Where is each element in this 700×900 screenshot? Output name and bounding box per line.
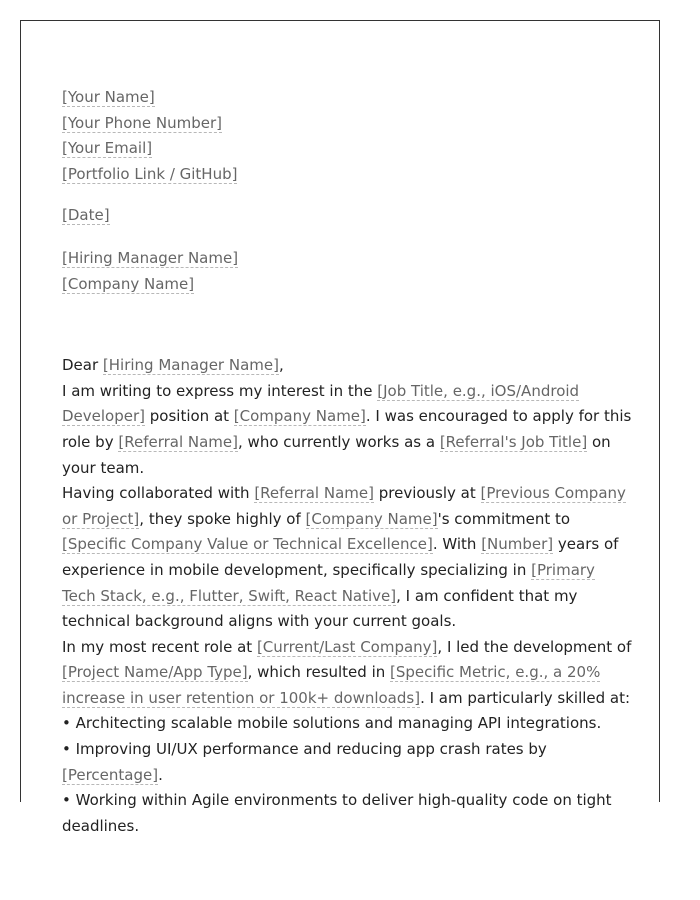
years-number-placeholder[interactable]: [Number] [481, 535, 554, 554]
sender-name-line [62, 85, 632, 111]
date-line [62, 203, 632, 229]
paragraph-experience: In my most recent role at [Current/Last Company], I led the development of [Project Name/App Type], which resulted in [Specific Metric, e.g., a 20% increase in user retention or 100k+ downloads]. I am particularly skilled at: [62, 637, 632, 707]
recipient-block [62, 246, 632, 297]
sender-email-placeholder[interactable]: [Your Email] [62, 139, 153, 158]
salutation: Dear [Hiring Manager Name], [62, 356, 284, 375]
bullet-item-2: • Improving UI/UX performance and reducing app crash rates by [Percentage]. [62, 740, 547, 784]
sender-phone-placeholder[interactable]: [Your Phone Number] [62, 113, 222, 132]
sender-email-line [62, 136, 632, 162]
previous-company-placeholder[interactable]: [Previous Company or Project] [62, 484, 626, 528]
referral-name-placeholder[interactable]: [Referral Name] [118, 432, 239, 451]
sender-phone-line [62, 111, 632, 137]
company-name-placeholder[interactable]: [Company Name] [233, 407, 366, 426]
paragraph-intro: I am writing to express my interest in the [Job Title, e.g., iOS/Android Developer] position at [Company Name]. I was encouraged to apply for this role by [Referral Name], who currently works as a [Referral's Job Title] on your team. [62, 381, 632, 477]
paragraph-referral: Having collaborated with [Referral Name] previously at [Previous Company or Project], they spoke highly of [Company Name]'s commitment to [Specific Company Value or Technical Excellence]. With [Number] years of experience in mobile development, specifically specializing in [Primary Tech Stack, e.g., Flutter, Swift, React Native], I am confident that my technical background aligns with your current goals. [62, 484, 626, 631]
recipient-manager-placeholder[interactable]: [Hiring Manager Name] [62, 248, 239, 267]
tech-stack-placeholder[interactable]: [Primary Tech Stack, e.g., Flutter, Swift, React Native] [62, 560, 595, 605]
sender-portfolio-line [62, 162, 632, 188]
letter-page [20, 20, 660, 835]
sender-name-placeholder[interactable]: [Your Name] [62, 88, 155, 106]
referral-job-placeholder[interactable]: [Referral's Job Title] [439, 432, 588, 451]
job-title-placeholder[interactable]: [Job Title, e.g., iOS/Android Developer] [62, 381, 580, 426]
referral-name-placeholder-2[interactable]: [Referral Name] [254, 484, 374, 503]
company-name-placeholder-2[interactable]: [Company Name] [305, 509, 438, 528]
bullet-item-3: • Working within Agile environments to deliver high-quality code on tight deadlines. [62, 791, 612, 835]
letter-content [62, 85, 632, 839]
letter-body [62, 353, 632, 839]
sender-portfolio-placeholder[interactable]: [Portfolio Link / GitHub] [62, 164, 238, 183]
recipient-manager-line [62, 246, 632, 272]
last-company-placeholder[interactable]: [Current/Last Company] [256, 637, 438, 656]
bullet-item-1: • Architecting scalable mobile solutions and managing API integrations. [62, 714, 602, 733]
date-placeholder[interactable]: [Date] [62, 206, 110, 225]
sender-block [62, 85, 632, 187]
salutation-name-placeholder[interactable]: [Hiring Manager Name] [102, 356, 279, 375]
recipient-company-placeholder[interactable]: [Company Name] [62, 274, 195, 293]
company-value-placeholder[interactable]: [Specific Company Value or Technical Excellence] [62, 535, 433, 554]
percentage-placeholder[interactable]: [Percentage] [62, 765, 159, 784]
project-placeholder[interactable]: [Project Name/App Type] [62, 663, 248, 682]
recipient-company-line [62, 272, 632, 298]
metric-placeholder[interactable]: [Specific Metric, e.g., a 20% increase in user retention or 100k+ downloads] [62, 663, 601, 707]
